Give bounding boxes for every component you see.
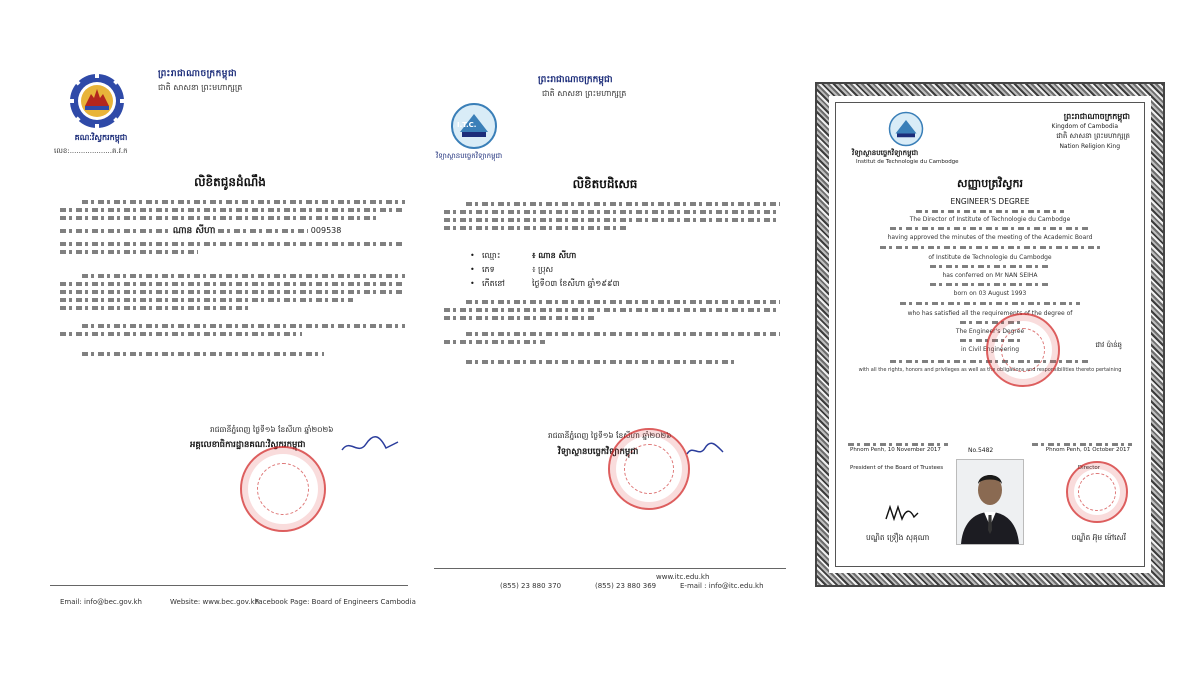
date-line: រាជធានីភ្នំពេញ ថ្ងៃទី១៦ ខែសីហា ឆ្នាំ២០២៦ bbox=[548, 431, 672, 440]
engineers-degree-certificate bbox=[815, 82, 1165, 587]
cog-logo-icon bbox=[68, 72, 126, 130]
org-name: គណៈវិស្វករកម្ពុជា bbox=[74, 133, 128, 142]
signature-mark-icon bbox=[340, 434, 400, 462]
footer-website: Website: www.bec.gov.kh bbox=[170, 598, 260, 606]
motto-kh: ជាតិ សាសនា ព្រះមហាក្សត្រ bbox=[1056, 132, 1130, 140]
rejection-letter bbox=[430, 66, 790, 590]
letter-body-2 bbox=[444, 296, 780, 368]
institute-kh: វិទ្យាស្ថានបច្ចេកវិទ្យាកម្ពុជា bbox=[852, 149, 919, 157]
stamp-side-label: ជាវ ប៉ាន់ឆូ bbox=[1095, 341, 1122, 349]
footer-email: Email: info@bec.gov.kh bbox=[60, 598, 142, 606]
name-label: ឈ្មោះ bbox=[482, 251, 501, 260]
recipient-name: ណាន សីហា bbox=[172, 226, 216, 236]
official-stamp-icon bbox=[240, 446, 326, 532]
notification-letter bbox=[40, 58, 418, 613]
org-name: វិទ្យាស្ថានបច្ចេកវិទ្យាកម្ពុជា bbox=[436, 152, 503, 160]
official-stamp-icon bbox=[1066, 461, 1128, 523]
field-line: in Civil Engineering bbox=[960, 346, 1020, 353]
kingdom-header: ព្រះរាជាណាចក្រកម្ពុជា bbox=[158, 69, 238, 79]
footer-web: www.itc.edu.kh bbox=[656, 573, 710, 581]
dob-label: កើតនៅ bbox=[482, 279, 505, 288]
director-line: The Director of Institute of Technologie du Cambodge bbox=[909, 216, 1071, 223]
letter-body bbox=[60, 196, 405, 360]
motto-en: Nation Religion King bbox=[1059, 143, 1120, 150]
gender-label: ភេទ bbox=[482, 265, 495, 274]
signatory-title: វិទ្យាស្ថានបច្ចេកវិទ្យាកម្ពុជា bbox=[558, 447, 639, 457]
official-stamp-icon bbox=[986, 313, 1060, 387]
kingdom-header: ព្រះរាជាណាចក្រកម្ពុជា bbox=[538, 75, 613, 85]
kingdom-en: Kingdom of Cambodia bbox=[1051, 123, 1118, 130]
motto-header: ជាតិ សាសនា ព្រះមហាក្សត្រ bbox=[542, 89, 627, 98]
footer-fax: (855) 23 880 369 bbox=[595, 582, 657, 590]
approved-line: having approved the minutes of the meeting of the Academic Board bbox=[887, 234, 1093, 241]
kingdom-kh: ព្រះរាជាណាចក្រកម្ពុជា bbox=[1063, 112, 1130, 121]
satisfied-line: who has satisfied all the requirements of the degree of bbox=[907, 310, 1073, 317]
registration-number: 009538 bbox=[310, 226, 342, 235]
itc-logo-icon bbox=[888, 111, 924, 147]
footer-email: E-mail : info@itc.edu.kh bbox=[680, 582, 764, 590]
name-value: ៖ ណាន សីហា bbox=[532, 251, 577, 260]
rights-line: with all the rights, honors and privileges as well as the obligations and responsibilities thereto pertaining bbox=[858, 367, 1122, 373]
degree-title-en: ENGINEER'S DEGREE bbox=[950, 197, 1030, 206]
signatory-right-name: បណ្ឌិត អ៊ុម ម៉ៅសេរី bbox=[1071, 533, 1126, 542]
place-date-left: Phnom Penh, 10 November 2017 bbox=[850, 447, 941, 453]
letter-body bbox=[444, 198, 780, 234]
place-date-right: Phnom Penh, 01 October 2017 bbox=[1045, 447, 1130, 453]
born-line: born on 03 August 1993 bbox=[953, 290, 1027, 297]
gender-value: ៖ ប្រុស bbox=[532, 265, 554, 274]
institute-en: Institut de Technologie du Cambodge bbox=[856, 159, 959, 165]
engineer-line: The Engineer's Degree bbox=[955, 328, 1025, 335]
dob-value: ថ្ងៃទី០៣ ខែសីហា ឆ្នាំ១៩៩៣ bbox=[532, 279, 620, 288]
conferred-line: has conferred on Mr NAN SEIHA bbox=[942, 272, 1038, 279]
itc-logo-text: I.T.C. bbox=[457, 121, 477, 129]
director-label: Director bbox=[1077, 465, 1100, 471]
motto-header: ជាតិ សាសនា ព្រះមហាក្សត្រ bbox=[158, 83, 243, 92]
official-stamp-icon bbox=[608, 428, 690, 510]
serial-number: No.5482 bbox=[968, 447, 994, 454]
president-line: President of the Board of Trustees bbox=[850, 465, 944, 471]
signatory-title: អគ្គលេខាធិការដ្ឋានគណៈវិស្វករកម្ពុជា bbox=[190, 440, 306, 450]
signatory-left-name: បណ្ឌិត ទ្រឿង សុគុណា bbox=[866, 533, 930, 542]
reference-number: លេខ:...................គ.វ.ក bbox=[54, 147, 128, 155]
letter-title: លិខិតបដិសេធ bbox=[572, 177, 638, 191]
date-line: រាជធានីភ្នំពេញ ថ្ងៃទី១៦ ខែសីហា ឆ្នាំ២០២៦ bbox=[210, 425, 334, 434]
footer-phone: (855) 23 880 370 bbox=[500, 582, 562, 590]
portrait-photo bbox=[956, 459, 1024, 545]
certificate-inner-frame bbox=[835, 102, 1145, 567]
footer-facebook: Facebook Page: Board of Engineers Cambodia bbox=[255, 598, 416, 606]
signature-mark-icon bbox=[685, 442, 725, 464]
institute-line: of Institute de Technologie du Cambodge bbox=[928, 254, 1052, 261]
degree-title-kh: សញ្ញាបត្រវិស្វករ bbox=[957, 177, 1023, 190]
letter-title: លិខិតជូនដំណឹង bbox=[194, 175, 266, 189]
personal-details: • ឈ្មោះ ៖ ណាន សីហា • ភេទ ៖ ប្រុស • កើតនៅ ថ្ងៃទី០៣ ខែសីហា ឆ្នាំ១៩៩៣ bbox=[470, 249, 750, 291]
signature-mark-icon bbox=[884, 503, 920, 529]
